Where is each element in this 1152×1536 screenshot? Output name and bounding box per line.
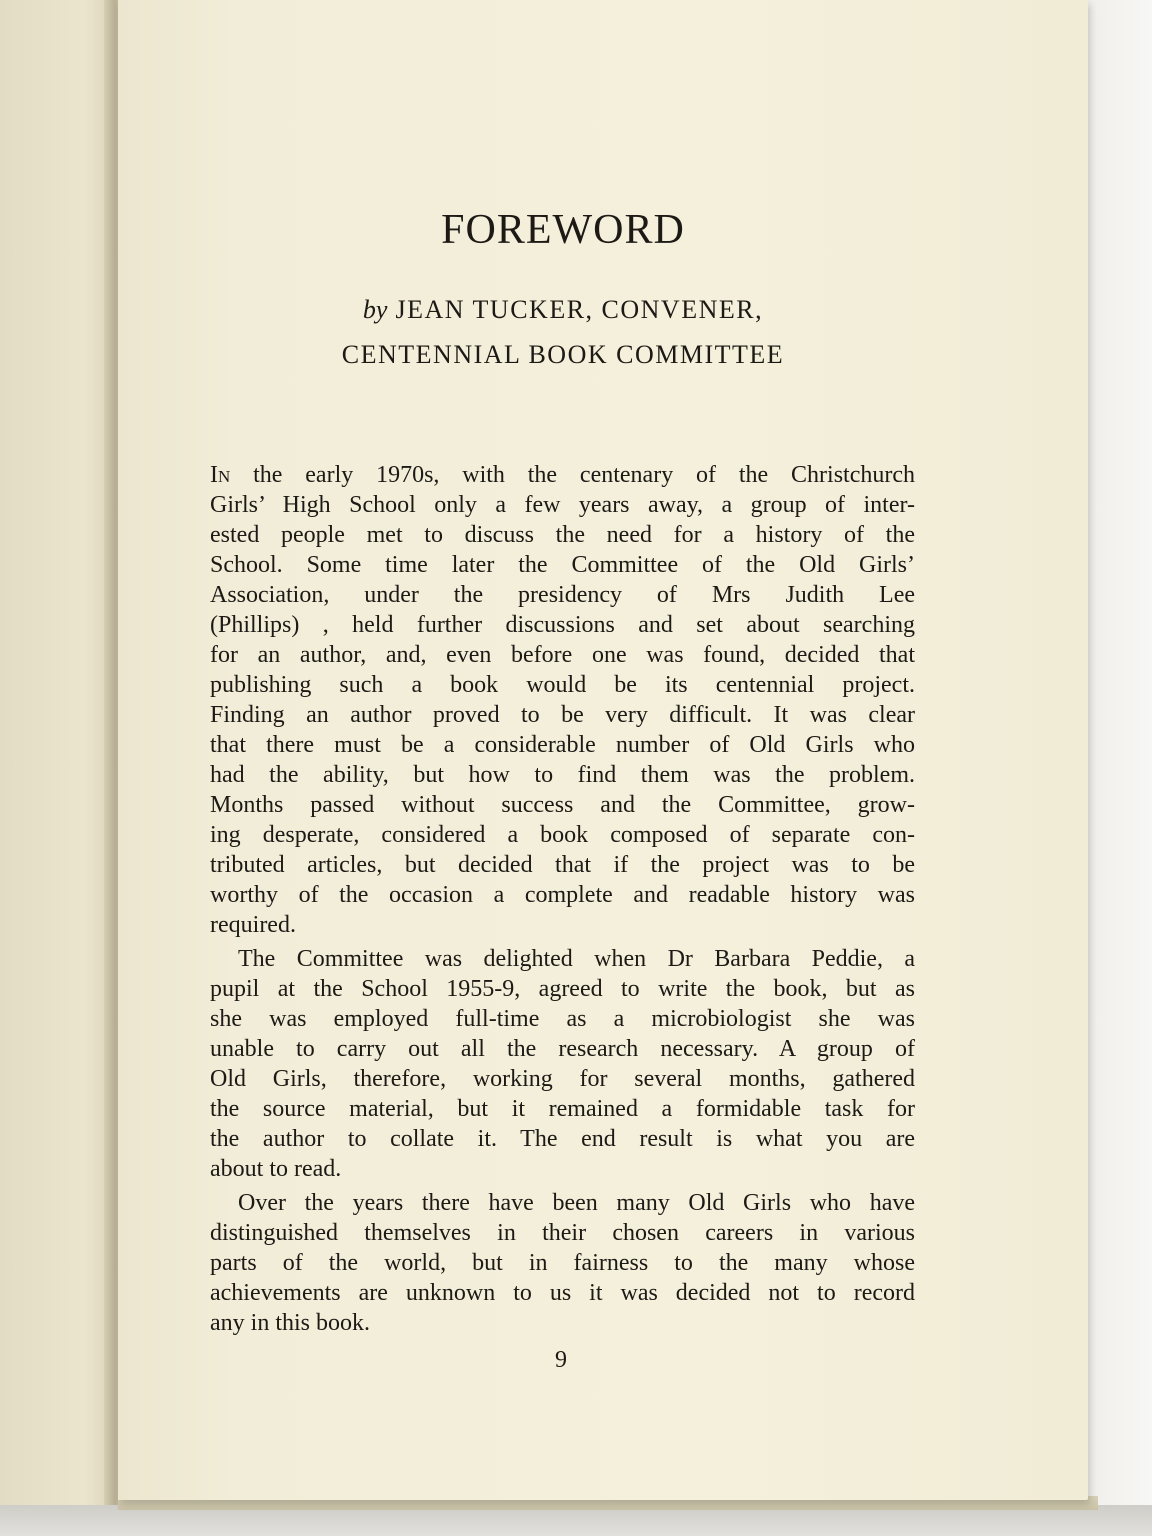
text-line: ing desperate, considered a book composed of separate con- [210, 822, 915, 848]
paragraph-1 [210, 460, 915, 940]
text-line: the source material, but it remained a formidable task for [210, 1096, 915, 1122]
text-line: School. Some time later the Committee of the Old Girls’ [210, 552, 915, 578]
byline-prefix: by [362, 295, 388, 324]
paragraph-2 [210, 944, 915, 1184]
text-line: Over the years there have been many Old Girls who have [238, 1190, 915, 1216]
byline-line-2: CENTENNIAL BOOK COMMITTEE [341, 340, 785, 369]
text-line: she was employed full-time as a microbiologist she was [210, 1006, 915, 1032]
text-line: publishing such a book would be its centennial project. [210, 672, 915, 698]
background [1088, 0, 1152, 1536]
text-line: achievements are unknown to us it was decided not to record [210, 1280, 915, 1306]
text-line: unable to carry out all the research necessary. A group of [210, 1036, 915, 1062]
page-number: 9 [555, 1347, 567, 1373]
text-line: The Committee was delighted when Dr Barbara Peddie, a [238, 946, 915, 972]
page-title: FOREWORD [441, 207, 685, 253]
text-line: Association, under the presidency of Mrs Judith Lee [210, 582, 915, 608]
drop-small-caps: In [210, 462, 231, 488]
text-line: had the ability, but how to find them was the problem. [210, 762, 915, 788]
text-line: ested people met to discuss the need for a history of the [210, 522, 915, 548]
text-line: Girls’ High School only a few years away, a group of inter- [210, 492, 915, 518]
text-line: required. [210, 912, 296, 938]
text-line: (Phillips) , held further discussions and set about searching [210, 612, 915, 638]
text-line: that there must be a considerable number of Old Girls who [210, 732, 915, 758]
facing-page [0, 0, 120, 1536]
text-line: any in this book. [210, 1310, 370, 1336]
text-line: parts of the world, but in fairness to the many whose [210, 1250, 915, 1276]
text-line: Old Girls, therefore, working for several months, gathered [210, 1066, 915, 1092]
text-line: In the early 1970s, with the centenary of the Christchurch [210, 462, 915, 488]
text-line: for an author, and, even before one was found, decided that [210, 642, 915, 668]
byline-author: JEAN TUCKER, CONVENER, [395, 295, 764, 324]
text-line: Finding an author proved to be very difficult. It was clear [210, 702, 915, 728]
byline-line-1 [118, 295, 1008, 325]
text-line: the author to collate it. The end result is what you are [210, 1126, 915, 1152]
text-line: about to read. [210, 1156, 342, 1182]
text-line: pupil at the School 1955-9, agreed to write the book, but as [210, 976, 915, 1002]
text-line: distinguished themselves in their chosen careers in various [210, 1220, 915, 1246]
paragraph-3 [210, 1188, 915, 1338]
text-line: Months passed without success and the Committee, grow- [210, 792, 915, 818]
text-line: tributed articles, but decided that if the project was to be [210, 852, 915, 878]
foreword-body [210, 460, 915, 1342]
text-line: worthy of the occasion a complete and readable history was [210, 882, 915, 908]
